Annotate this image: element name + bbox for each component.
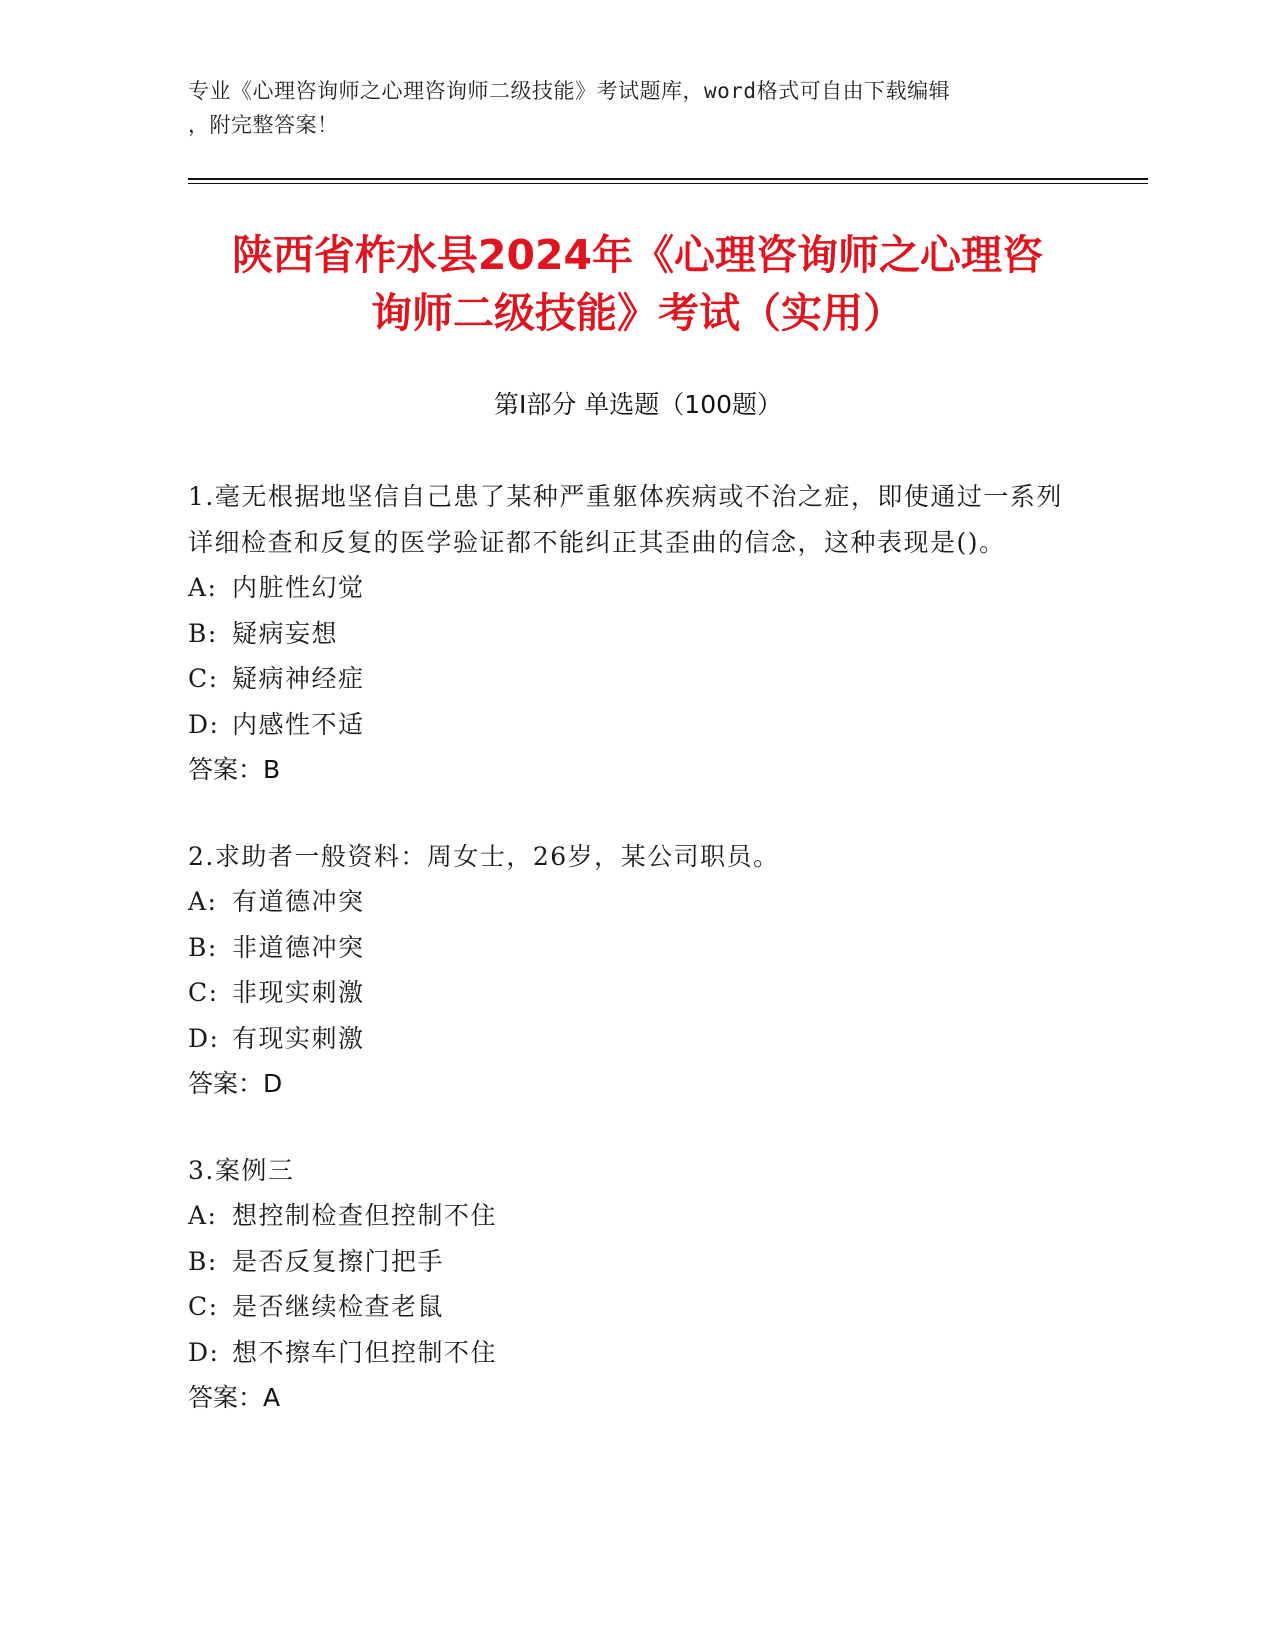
option-letter: A:: [188, 887, 218, 916]
option-a: [188, 879, 1068, 925]
option-text: 是否反复擦门把手: [232, 1246, 445, 1276]
answer: 答案：A: [188, 1383, 281, 1412]
question-stem: 3.案例三: [188, 1155, 295, 1185]
option-b: [188, 1239, 1068, 1285]
option-d: [188, 1330, 1068, 1376]
option-c: [188, 970, 1068, 1016]
answer: 答案：B: [188, 755, 281, 784]
option-text: 有道德冲突: [232, 887, 365, 916]
document-title: [140, 226, 1135, 342]
option-letter: B:: [188, 932, 218, 962]
option-b: [188, 925, 1068, 971]
option-text: 内脏性幻觉: [232, 573, 365, 602]
header-divider-thin: [188, 183, 1148, 184]
option-letter: C:: [188, 664, 219, 693]
section-title: 第Ⅰ部分 单选题（100题）: [493, 390, 783, 419]
answer: 答案：D: [188, 1069, 283, 1098]
option-letter: D:: [188, 709, 220, 739]
question-2: [188, 834, 1068, 1107]
document-title-line-1: 陕西省柞水县2024年《心理咨询师之心理咨: [231, 231, 1044, 279]
option-text: 疑病神经症: [232, 664, 365, 693]
document-title-line-2: 询师二级技能》考试（实用）: [371, 289, 904, 337]
question-stem: 1.毫无根据地坚信自己患了某种严重躯体疾病或不治之症，即使通过一系列详细检查和反复的医学验证都不能纠正其歪曲的信念，这种表现是()。: [188, 482, 1063, 557]
option-text: 想控制检查但控制不住: [232, 1201, 498, 1230]
option-d: [188, 1016, 1068, 1062]
option-letter: B:: [188, 618, 218, 648]
option-letter: C:: [188, 978, 219, 1007]
header-note: [188, 74, 1068, 142]
question-list: [188, 474, 1068, 1462]
option-letter: D:: [188, 1023, 220, 1053]
question-stem: 2.求助者一般资料：周女士，26岁，某公司职员。: [188, 841, 780, 871]
option-text: 非道德冲突: [232, 932, 365, 962]
option-text: 非现实刺激: [232, 978, 365, 1007]
option-d: [188, 702, 1068, 748]
option-b: [188, 611, 1068, 657]
option-c: [188, 1284, 1068, 1330]
option-text: 是否继续检查老鼠: [232, 1292, 445, 1321]
question-3: [188, 1148, 1068, 1421]
option-letter: A:: [188, 573, 218, 602]
option-c: [188, 656, 1068, 702]
header-note-line-2: ，附完整答案！: [188, 113, 339, 137]
option-text: 想不擦车门但控制不住: [232, 1337, 498, 1367]
question-1: [188, 474, 1068, 793]
option-a: [188, 565, 1068, 611]
option-letter: D:: [188, 1337, 220, 1367]
option-letter: B:: [188, 1246, 218, 1276]
option-letter: A:: [188, 1201, 218, 1230]
option-text: 有现实刺激: [232, 1023, 365, 1053]
header-divider-thick: [188, 178, 1148, 180]
option-a: [188, 1193, 1068, 1239]
option-letter: C:: [188, 1292, 219, 1321]
option-text: 内感性不适: [232, 709, 365, 739]
header-note-line-1: 专业《心理咨询师之心理咨询师二级技能》考试题库，word格式可自由下载编辑: [188, 79, 951, 103]
option-text: 疑病妄想: [232, 618, 339, 648]
